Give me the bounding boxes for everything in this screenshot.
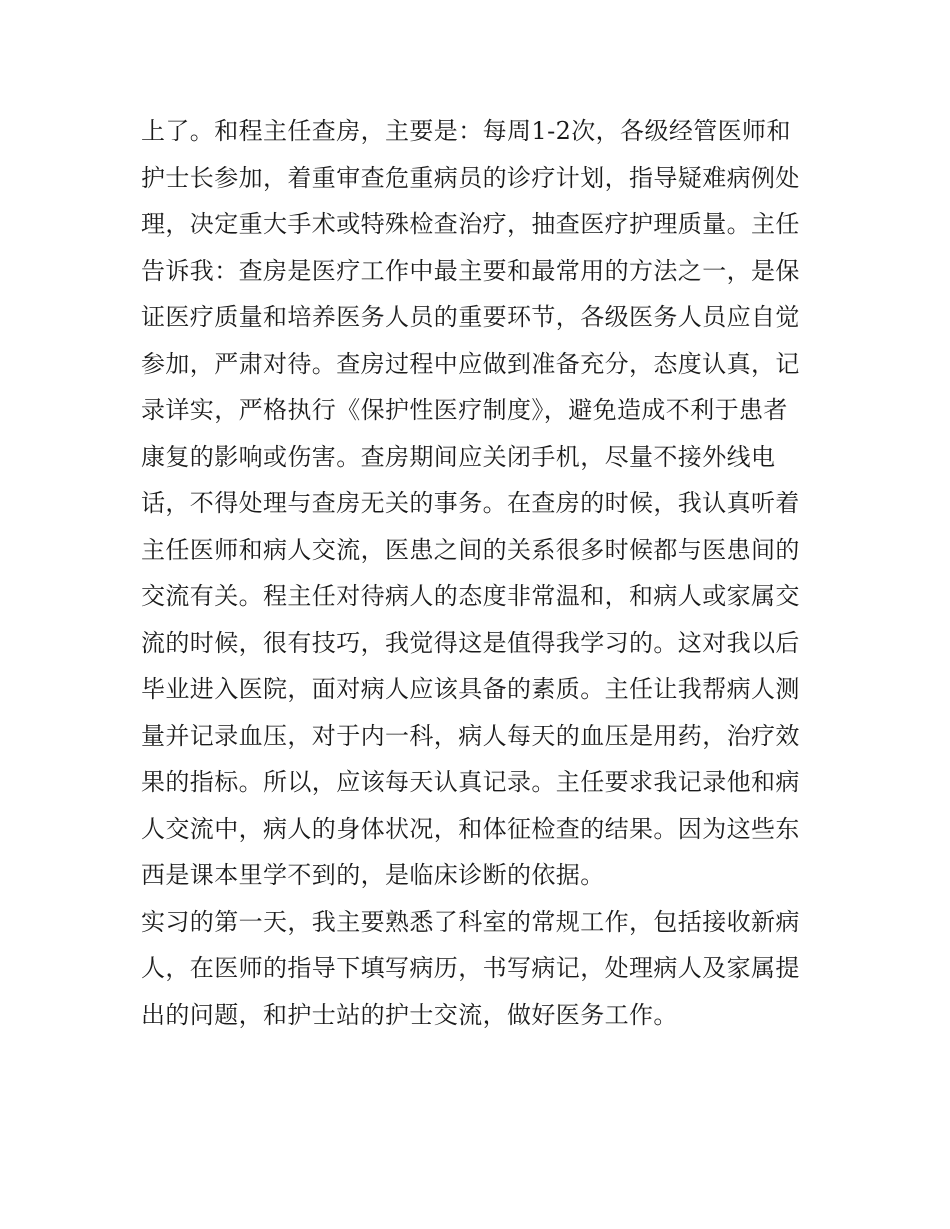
text-line-10: 主任医师和病人交流，医患之间的关系很多时候都与医患间的 (141, 535, 800, 564)
document-body (141, 108, 821, 1038)
text-line-15: 果的指标。所以，应该每天认真记录。主任要求我记录他和病 (141, 768, 800, 796)
text-line-7: 录详实，严格执行《保护性医疗制度》，避免造成不利于患者 (141, 396, 788, 424)
text-line-6: 参加，严肃对待。查房过程中应做到准备充分，态度认真，记 (141, 349, 800, 378)
text-line-4: 告诉我：查房是医疗工作中最主要和最常用的方法之一，是保 (141, 256, 800, 285)
text-line-18: 实习的第一天，我主要熟悉了科室的常规工作，包括接收新病 (141, 907, 800, 936)
text-line-9: 话，不得处理与查房无关的事务。在查房的时候，我认真听着 (141, 489, 800, 517)
text-line-19: 人，在医师的指导下填写病历，书写病记，处理病人及家属提 (141, 954, 800, 982)
text-line-20: 出的问题，和护士站的护士交流，做好医务工作。 (141, 1000, 678, 1029)
text-line-3: 理，决定重大手术或特殊检查治疗，抽查医疗护理质量。主任 (141, 210, 800, 238)
text-line-2: 护士长参加，着重审查危重病员的诊疗计划，指导疑难病例处 (141, 163, 800, 192)
text-line-16: 人交流中，病人的身体状况，和体征检查的结果。因为这些东 (141, 814, 800, 843)
text-line-12: 流的时候，很有技巧，我觉得这是值得我学习的。这对我以后 (141, 628, 800, 657)
text-line-17: 西是课本里学不到的，是临床诊断的依据。 (141, 861, 605, 889)
text-line-11: 交流有关。程主任对待病人的态度非常温和，和病人或家属交 (141, 582, 800, 610)
text-line-14: 量并记录血压，对于内一科，病人每天的血压是用药，治疗效 (141, 721, 800, 750)
text-line-1: 上了。和程主任查房，主要是：每周1-2次，各级经管医师和 (141, 117, 791, 145)
text-line-13: 毕业进入医院，面对病人应该具备的素质。主任让我帮病人测 (141, 675, 800, 703)
text-line-5: 证医疗质量和培养医务人员的重要环节，各级医务人员应自觉 (141, 303, 800, 331)
text-line-8: 康复的影响或伤害。查房期间应关闭手机，尽量不接外线电 (141, 442, 776, 471)
